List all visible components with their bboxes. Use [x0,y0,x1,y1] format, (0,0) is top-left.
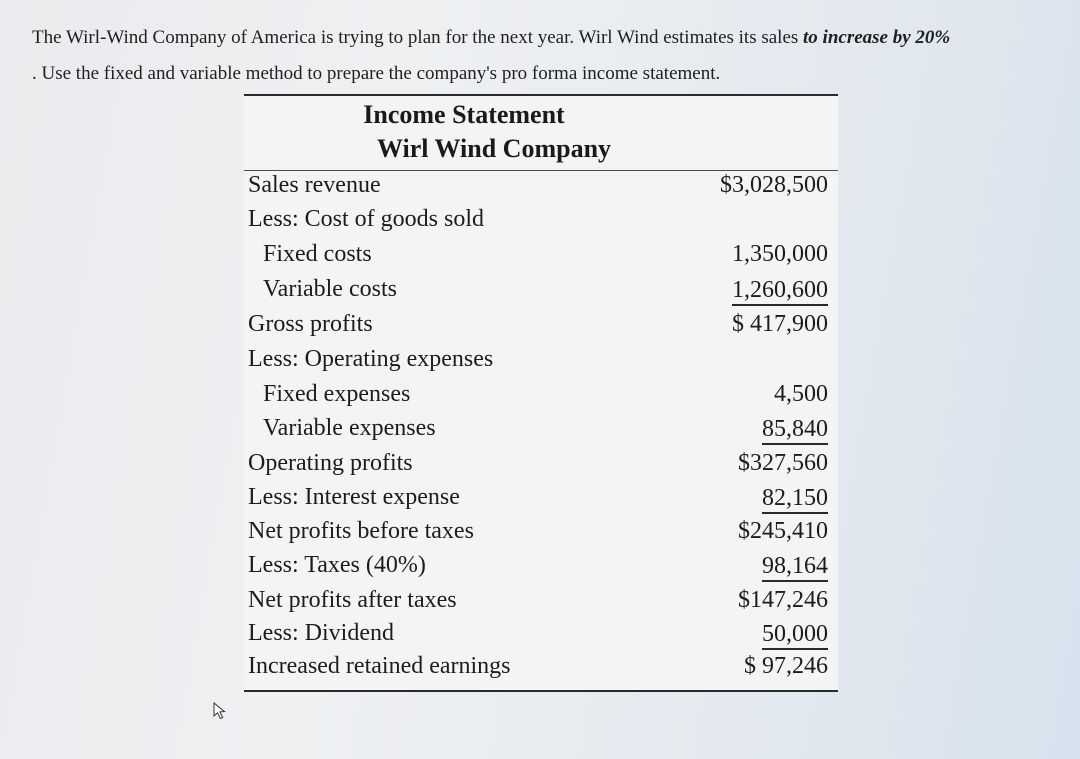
row-cost-of-goods-sold [244,206,838,240]
row-amount: $147,246 [738,587,828,613]
row-amount: 1,260,600 [732,276,828,306]
row-label: Variable costs [263,276,397,302]
row-amount: $ 417,900 [732,311,828,337]
row-operating-expenses [244,346,838,380]
row-fixed-expenses [244,381,838,415]
row-label: Net profits before taxes [248,518,474,544]
row-label: Operating profits [248,450,413,476]
row-amount: 4,500 [774,381,828,407]
row-label: Net profits after taxes [248,587,457,613]
question-emphasis: to increase by 20% [803,27,951,48]
row-amount: $327,560 [738,450,828,476]
row-label: Increased retained earnings [248,653,511,679]
row-fixed-costs [244,241,838,275]
question-line-2: . Use the fixed and variable method to prepare the company's pro forma income statement. [32,63,721,84]
row-label: Less: Interest expense [248,484,460,510]
row-amount: 82,150 [762,484,828,514]
row-label: Less: Dividend [248,620,394,646]
row-label: Fixed costs [263,241,372,267]
row-retained-earnings [244,653,838,687]
row-dividend [244,620,838,654]
row-amount: $3,028,500 [720,172,828,198]
row-variable-costs [244,276,838,310]
row-net-profits-before-taxes [244,518,838,552]
row-amount: $245,410 [738,518,828,544]
row-label: Fixed expenses [263,381,411,407]
row-gross-profits [244,311,838,345]
row-amount: 85,840 [762,415,828,445]
income-statement-table [244,94,838,692]
row-amount: $ 97,246 [744,653,828,679]
row-sales-revenue [244,172,838,206]
row-interest-expense [244,484,838,518]
row-label: Less: Operating expenses [248,346,494,372]
row-taxes [244,552,838,586]
header-divider [244,170,838,171]
row-amount: 50,000 [762,620,828,650]
statement-title: Income Statement [363,100,565,129]
question-line-1-text: The Wirl-Wind Company of America is trying to plan for the next year. Wirl Wind estimates its sales [32,27,804,48]
row-label: Less: Cost of goods sold [248,206,485,232]
row-label: Gross profits [248,311,373,337]
question-line-1 [32,20,1062,56]
row-amount: 98,164 [762,552,828,582]
row-label: Variable expenses [263,415,436,441]
mouse-pointer-icon [212,702,230,720]
question-text [32,20,1062,92]
row-amount: 1,350,000 [732,241,828,267]
row-label: Less: Taxes (40%) [248,552,426,578]
row-operating-profits [244,450,838,484]
row-label: Sales revenue [248,172,381,198]
company-name: Wirl Wind Company [376,134,612,163]
row-net-profits-after-taxes [244,587,838,621]
row-variable-expenses [244,415,838,449]
